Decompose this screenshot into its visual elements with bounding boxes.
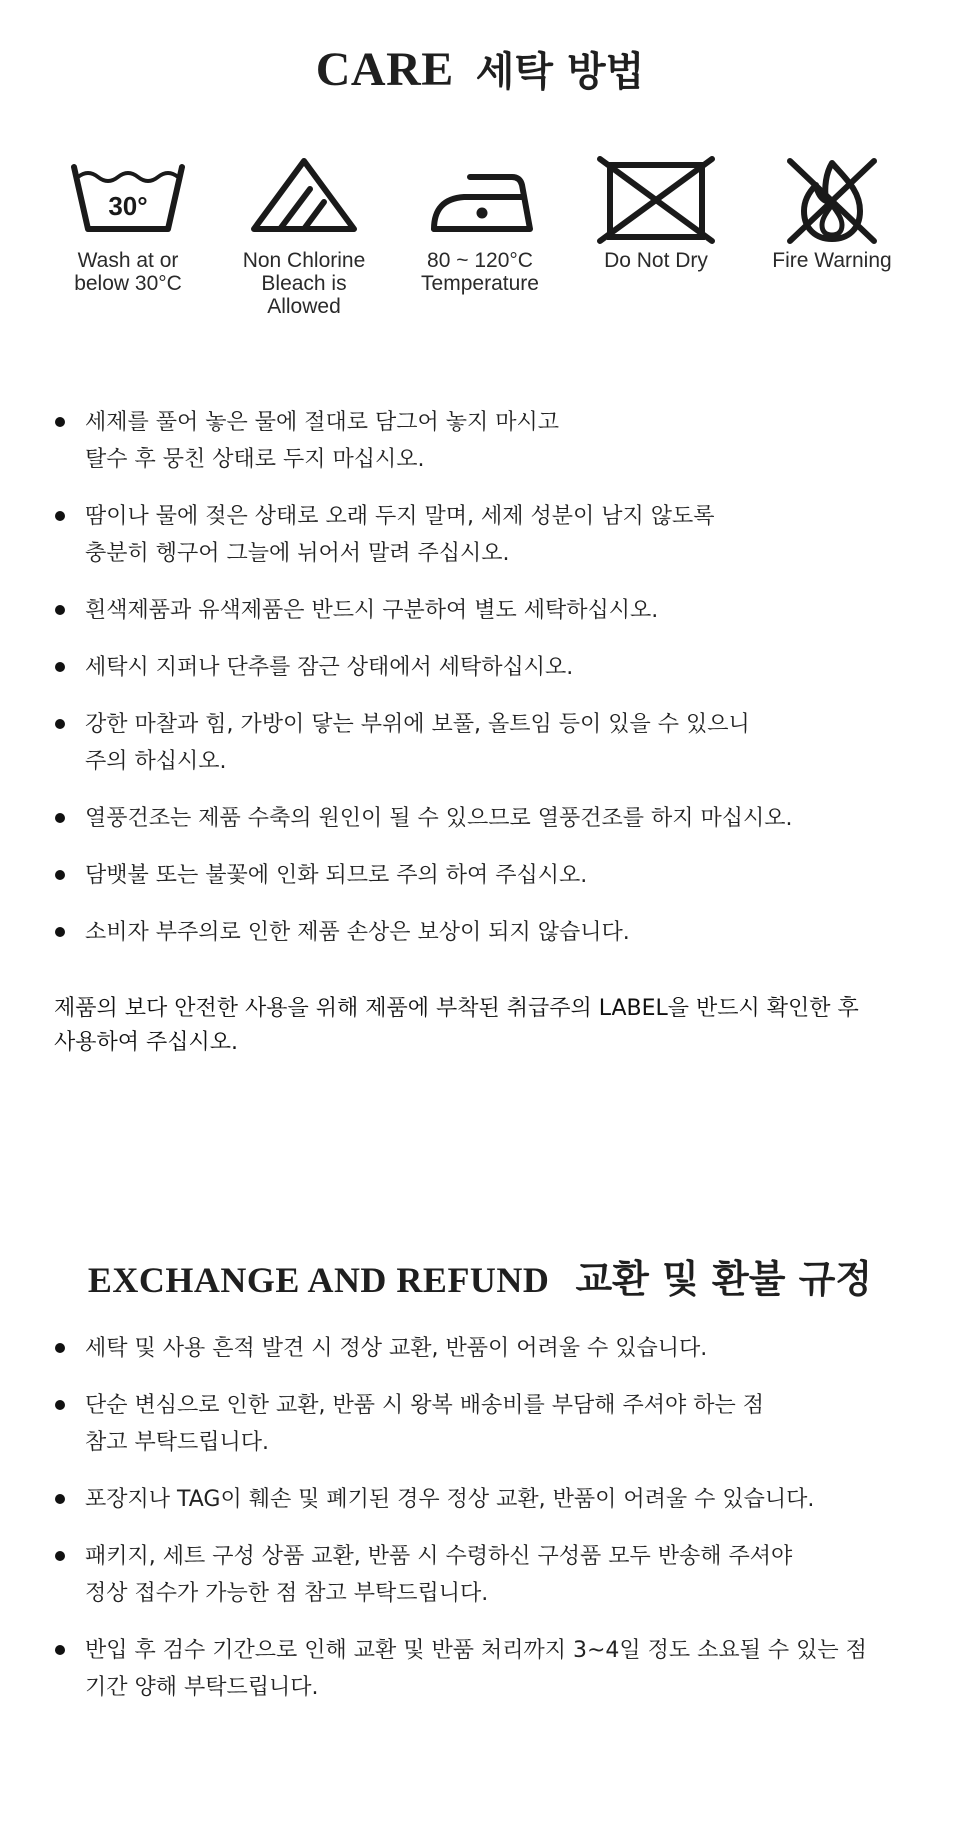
exchange-title-en: EXCHANGE AND REFUND: [87, 1260, 550, 1300]
care-title-ko: 세탁 방법: [475, 48, 645, 95]
bleach-label-line-3: Allowed: [267, 295, 341, 318]
list-item: [55, 592, 935, 629]
care-label-note: [54, 992, 934, 1060]
do-not-dry-icon-card: [568, 155, 744, 272]
list-item: [55, 1330, 935, 1367]
list-item-line: 탈수 후 뭉친 상태로 두지 마십시오.: [85, 447, 425, 472]
list-item-line: 기간 양해 부탁드립니다.: [85, 1675, 319, 1700]
list-item-line: 세탁시 지퍼나 단추를 잠근 상태에서 세탁하십시오.: [85, 655, 574, 680]
care-title-en: CARE: [315, 43, 454, 96]
list-item-line: 정상 접수가 가능한 점 참고 부탁드립니다.: [85, 1581, 489, 1606]
list-item-line: 흰색제품과 유색제품은 반드시 구분하여 별도 세탁하십시오.: [85, 598, 659, 623]
list-item: [55, 404, 935, 478]
list-item-line: 담뱃불 또는 불꽃에 인화 되므로 주의 하여 주십시오.: [85, 863, 588, 888]
list-item-line: 세탁 및 사용 흔적 발견 시 정상 교환, 반품이 어려울 수 있습니다.: [85, 1336, 708, 1361]
list-item-line: 단순 변심으로 인한 교환, 반품 시 왕복 배송비를 부담해 주셔야 하는 점: [85, 1393, 764, 1418]
wash-30-icon: [68, 155, 188, 235]
fire-warning-label: Fire Warning: [772, 249, 892, 272]
iron-temperature-label: [392, 249, 568, 295]
bleach-label-line-2: Bleach is: [261, 272, 347, 295]
bleach-label-line-1: Non Chlorine: [242, 249, 366, 272]
non-chlorine-bleach-icon-card: [216, 155, 392, 318]
list-item-line: 세제를 풀어 놓은 물에 절대로 담그어 놓지 마시고: [85, 410, 559, 435]
do-not-dry-label: Do Not Dry: [604, 249, 708, 272]
care-instructions-list: [55, 404, 935, 971]
fire-warning-icon: [772, 155, 892, 245]
exchange-policy-list: [55, 1330, 935, 1726]
list-item: [55, 1387, 935, 1461]
list-item-line: 포장지나 TAG이 훼손 및 폐기된 경우 정상 교환, 반품이 어려울 수 있습니다.: [85, 1487, 815, 1512]
wash-30-label-line-2: below 30°C: [74, 272, 182, 295]
list-item-line: 열풍건조는 제품 수축의 원인이 될 수 있으므로 열풍건조를 하지 마십시오.: [85, 806, 793, 831]
exchange-title-ko: 교환 및 환불 규정: [575, 1256, 873, 1301]
iron-label-line-1: 80 ~ 120°C: [427, 249, 533, 272]
list-item: [55, 1632, 935, 1706]
list-item-line: 참고 부탁드립니다.: [85, 1430, 270, 1455]
iron-temperature-icon: [420, 155, 540, 235]
list-item-line: 반입 후 검수 기간으로 인해 교환 및 반품 처리까지 3~4일 정도 소요될 수 있는 점: [85, 1638, 867, 1663]
list-item: [55, 800, 935, 837]
list-item: [55, 706, 935, 780]
iron-label-line-2: Temperature: [421, 272, 539, 295]
do-not-dry-icon: [596, 155, 716, 245]
list-item: [55, 914, 935, 951]
wash-30-label: [53, 249, 203, 295]
list-item: [55, 1538, 935, 1612]
care-section-title: [0, 40, 960, 97]
list-item: [55, 1481, 935, 1518]
care-note-line-1: 제품의 보다 안전한 사용을 위해 제품에 부착된 취급주의 LABEL을 반드시 확인한 후: [54, 996, 859, 1021]
list-item-line: 충분히 헹구어 그늘에 뉘어서 말려 주십시오.: [85, 541, 510, 566]
list-item: [55, 498, 935, 572]
list-item-line: 주의 하십시오.: [85, 749, 227, 774]
care-icons-row: [40, 155, 920, 355]
care-note-line-2: 사용하여 주십시오.: [54, 1030, 239, 1055]
wash-temp-text: 30°: [108, 191, 148, 221]
list-item-line: 소비자 부주의로 인한 제품 손상은 보상이 되지 않습니다.: [85, 920, 630, 945]
list-item: [55, 649, 935, 686]
fire-warning-icon-card: [744, 155, 920, 272]
list-item-line: 패키지, 세트 구성 상품 교환, 반품 시 수령하신 구성품 모두 반송해 주셔야: [85, 1544, 793, 1569]
non-chlorine-bleach-label: [229, 249, 379, 318]
wash-30-label-line-1: Wash at or: [77, 249, 179, 272]
exchange-section-title: [0, 1248, 960, 1303]
iron-temperature-icon-card: [392, 155, 568, 295]
list-item-line: 강한 마찰과 힘, 가방이 닿는 부위에 보풀, 올트임 등이 있을 수 있으니: [85, 712, 750, 737]
list-item: [55, 857, 935, 894]
non-chlorine-bleach-icon: [244, 155, 364, 235]
wash-30-icon-card: [40, 155, 216, 295]
list-item-line: 땀이나 물에 젖은 상태로 오래 두지 말며, 세제 성분이 남지 않도록: [85, 504, 715, 529]
